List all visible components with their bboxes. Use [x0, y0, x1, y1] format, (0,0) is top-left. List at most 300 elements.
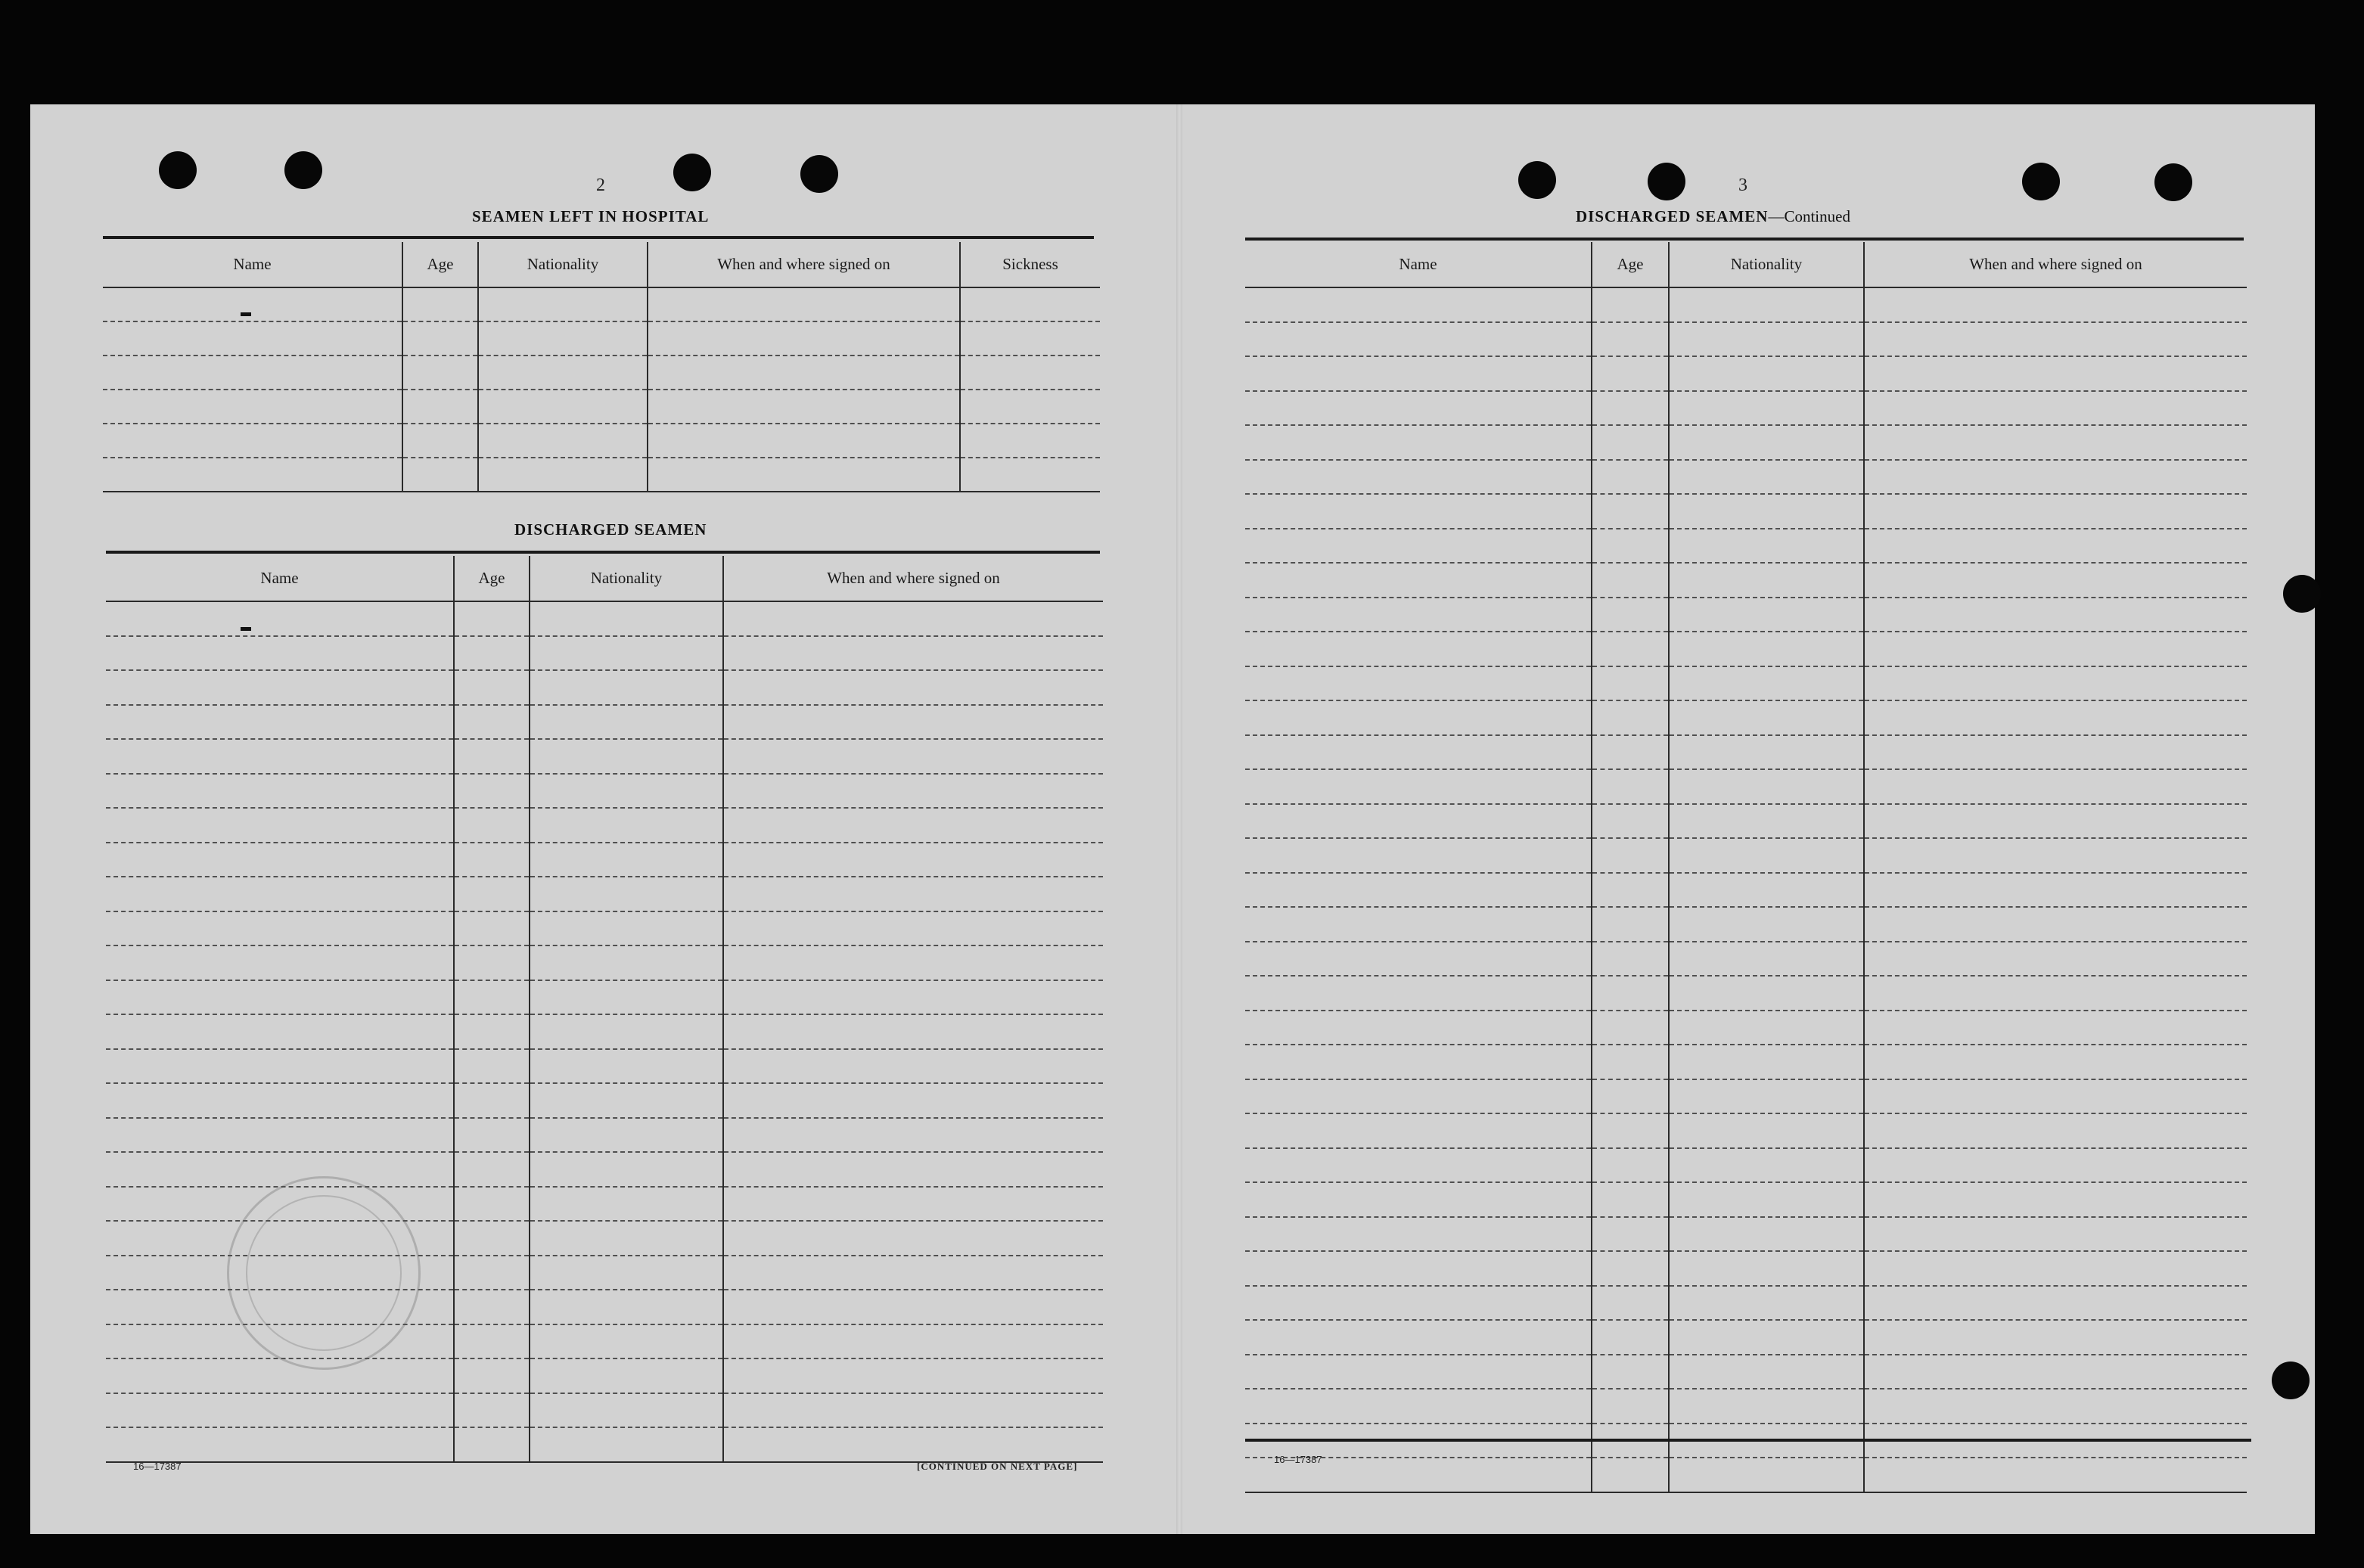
table-cell [478, 458, 648, 492]
table-cell [1245, 804, 1592, 839]
table-cell [454, 808, 530, 843]
form-number-right: 16—17387 [1274, 1454, 1322, 1465]
table-cell [1669, 1045, 1864, 1079]
table-row [1245, 1113, 2247, 1148]
table-cell [960, 287, 1100, 321]
punch-hole [2283, 575, 2321, 613]
table-cell [1669, 1286, 1864, 1321]
table-cell [723, 705, 1103, 740]
table-row [106, 877, 1103, 911]
table-row [106, 601, 1103, 636]
column-header: Nationality [530, 556, 723, 601]
table-cell [723, 877, 1103, 911]
table-cell [530, 1358, 723, 1393]
table-row [103, 458, 1100, 492]
table-row [106, 670, 1103, 705]
table-cell [454, 945, 530, 980]
table-row [106, 1393, 1103, 1428]
table-cell [1864, 666, 2247, 701]
table-cell [1245, 1011, 1592, 1045]
table-cell [106, 808, 454, 843]
table-cell [1864, 1286, 2247, 1321]
table-cell [1245, 287, 1592, 322]
table-row [1245, 1320, 2247, 1355]
table-cell [106, 945, 454, 980]
column-header: When and where signed on [723, 556, 1103, 601]
table-row [1245, 666, 2247, 701]
table-row [1245, 1251, 2247, 1286]
table-cell [1669, 804, 1864, 839]
table-cell [1245, 769, 1592, 804]
table-cell [1592, 598, 1669, 632]
table-cell [454, 1118, 530, 1153]
table-cell [723, 1187, 1103, 1222]
table-cell [1592, 1011, 1669, 1045]
table-cell [1245, 976, 1592, 1011]
table-row [106, 1049, 1103, 1084]
table-cell [478, 321, 648, 356]
table-cell [1592, 976, 1669, 1011]
section-rule [106, 551, 1100, 554]
table-cell [454, 1187, 530, 1222]
table-cell [648, 424, 960, 458]
table-cell [723, 1324, 1103, 1359]
table-cell [1669, 1217, 1864, 1252]
table-row [1245, 700, 2247, 735]
table-cell [1245, 563, 1592, 598]
table-cell [723, 945, 1103, 980]
table-cell [454, 1152, 530, 1187]
column-header: Name [1245, 242, 1592, 287]
column-header: Age [1592, 242, 1669, 287]
table-row [103, 287, 1100, 321]
section-rule [1245, 238, 2244, 241]
table-cell [1669, 873, 1864, 908]
table-cell [530, 1290, 723, 1324]
table-cell [1669, 838, 1864, 873]
table-cell [1245, 1045, 1592, 1079]
table-cell [1864, 529, 2247, 564]
table-cell [454, 843, 530, 877]
table-cell [1245, 838, 1592, 873]
discharged-table-left [106, 556, 1103, 1463]
table-cell [103, 356, 402, 390]
table-cell [1669, 494, 1864, 529]
table-cell [1669, 460, 1864, 495]
table-cell [530, 1152, 723, 1187]
punch-hole [1518, 161, 1556, 199]
table-cell [103, 390, 402, 424]
table-row [1245, 529, 2247, 564]
table-cell [1245, 1148, 1592, 1183]
table-cell [106, 1152, 454, 1187]
table-cell [1669, 1320, 1864, 1355]
table-row [103, 356, 1100, 390]
table-cell [530, 1221, 723, 1256]
table-cell [1592, 425, 1669, 460]
table-row [1245, 942, 2247, 977]
table-cell [454, 1324, 530, 1359]
table-cell [1864, 1011, 2247, 1045]
table-cell [1669, 598, 1864, 632]
table-cell [723, 1427, 1103, 1462]
table-cell [723, 636, 1103, 671]
table-cell [1864, 391, 2247, 426]
table-cell [530, 1049, 723, 1084]
table-cell [723, 911, 1103, 946]
table-cell [1864, 1217, 2247, 1252]
table-cell [1592, 287, 1669, 322]
table-cell [1864, 942, 2247, 977]
table-cell [1669, 1079, 1864, 1114]
table-cell [1864, 1320, 2247, 1355]
table-row [1245, 907, 2247, 942]
table-row [1245, 1355, 2247, 1389]
page-number-left: 2 [596, 175, 605, 195]
column-header: Nationality [1669, 242, 1864, 287]
table-cell [1669, 1148, 1864, 1183]
table-row [106, 1152, 1103, 1187]
table-cell [106, 1049, 454, 1084]
table-cell [1669, 976, 1864, 1011]
page-number-right: 3 [1738, 175, 1747, 195]
table-cell [1592, 666, 1669, 701]
column-header: Name [103, 242, 402, 287]
table-cell [106, 739, 454, 774]
table-row [103, 424, 1100, 458]
table-cell [1245, 460, 1592, 495]
table-cell [1245, 1286, 1592, 1321]
table-row [106, 980, 1103, 1015]
table-cell [454, 1393, 530, 1428]
pencil-mark [241, 312, 251, 316]
punch-hole [1648, 163, 1685, 200]
hospital-section-title: SEAMEN LEFT IN HOSPITAL [472, 207, 710, 225]
table-cell [1245, 873, 1592, 908]
table-row [106, 1187, 1103, 1222]
table-cell [478, 287, 648, 321]
table-cell [1669, 632, 1864, 666]
table-cell [723, 774, 1103, 809]
table-cell [1245, 700, 1592, 735]
table-cell [454, 1083, 530, 1118]
section-rule [103, 236, 1094, 239]
column-header: Sickness [960, 242, 1100, 287]
table-cell [1864, 1182, 2247, 1217]
table-row [1245, 735, 2247, 770]
table-row [1245, 769, 2247, 804]
table-cell [478, 390, 648, 424]
table-cell [1864, 494, 2247, 529]
table-cell [106, 1290, 454, 1324]
table-cell [1864, 563, 2247, 598]
table-cell [1669, 1011, 1864, 1045]
table-cell [1592, 563, 1669, 598]
table-cell [106, 636, 454, 671]
page-fold [1176, 104, 1182, 1534]
table-cell [648, 287, 960, 321]
table-row [106, 1118, 1103, 1153]
table-cell [1864, 1113, 2247, 1148]
table-row [1245, 1045, 2247, 1079]
table-row [1245, 356, 2247, 391]
table-cell [1592, 1045, 1669, 1079]
table-cell [103, 424, 402, 458]
table-cell [530, 1083, 723, 1118]
table-cell [454, 1014, 530, 1049]
table-row [106, 808, 1103, 843]
table-cell [960, 424, 1100, 458]
table-cell [1592, 322, 1669, 357]
table-cell [530, 636, 723, 671]
table-cell [723, 1118, 1103, 1153]
table-cell [1864, 735, 2247, 770]
table-cell [1245, 494, 1592, 529]
table-row [106, 705, 1103, 740]
table-row [1245, 322, 2247, 357]
table-row [1245, 1148, 2247, 1183]
table-cell [1864, 907, 2247, 942]
table-cell [960, 390, 1100, 424]
table-cell [530, 945, 723, 980]
table-cell [1864, 1355, 2247, 1389]
table-cell [1245, 529, 1592, 564]
table-cell [454, 1256, 530, 1290]
table-row [106, 1083, 1103, 1118]
table-cell [1669, 356, 1864, 391]
table-cell [648, 390, 960, 424]
table-row [1245, 1011, 2247, 1045]
table-row [1245, 460, 2247, 495]
punch-hole [284, 151, 322, 189]
table-cell [1864, 1389, 2247, 1424]
punch-hole [159, 151, 197, 189]
column-header: Name [106, 556, 454, 601]
table-cell [530, 1014, 723, 1049]
table-cell [1864, 769, 2247, 804]
table-cell [103, 287, 402, 321]
discharged-continued-title-text: DISCHARGED SEAMEN [1576, 207, 1769, 225]
table-cell [723, 1358, 1103, 1393]
table-cell [1245, 1079, 1592, 1114]
table-cell [723, 843, 1103, 877]
table-cell [723, 1083, 1103, 1118]
table-row [1245, 1182, 2247, 1217]
punch-hole [673, 154, 711, 191]
table-cell [723, 1256, 1103, 1290]
punch-hole [2022, 163, 2060, 200]
table-row [106, 1324, 1103, 1359]
table-cell [1669, 666, 1864, 701]
table-cell [1669, 1113, 1864, 1148]
table-cell [1864, 976, 2247, 1011]
table-cell [1864, 873, 2247, 908]
table-cell [1592, 1148, 1669, 1183]
table-cell [530, 670, 723, 705]
table-cell [1669, 563, 1864, 598]
table-cell [1669, 287, 1864, 322]
table-cell [106, 877, 454, 911]
title-suffix: —Continued [1768, 207, 1850, 225]
table-cell [1245, 1182, 1592, 1217]
table-cell [454, 911, 530, 946]
table-cell [106, 1221, 454, 1256]
discharged-table-right [1245, 242, 2247, 1493]
table-cell [1864, 632, 2247, 666]
table-cell [402, 458, 478, 492]
table-cell [1864, 460, 2247, 495]
table-row [106, 1358, 1103, 1393]
pencil-mark [241, 627, 251, 631]
table-cell [1669, 1389, 1864, 1424]
table-cell [960, 458, 1100, 492]
table-cell [1864, 425, 2247, 460]
table-cell [723, 1152, 1103, 1187]
table-cell [1592, 632, 1669, 666]
table-cell [1245, 1320, 1592, 1355]
table-cell [1592, 1458, 1669, 1492]
table-row [106, 843, 1103, 877]
table-cell [1592, 873, 1669, 908]
table-cell [1592, 356, 1669, 391]
table-cell [723, 1290, 1103, 1324]
table-cell [1669, 391, 1864, 426]
table-cell [1864, 598, 2247, 632]
table-cell [1864, 322, 2247, 357]
table-cell [530, 1256, 723, 1290]
table-cell [454, 636, 530, 671]
table-cell [1669, 322, 1864, 357]
table-row [1245, 494, 2247, 529]
table-cell [1864, 1458, 2247, 1492]
table-cell [1592, 1217, 1669, 1252]
table-cell [1669, 700, 1864, 735]
table-cell [1245, 735, 1592, 770]
continued-note: [CONTINUED ON NEXT PAGE] [917, 1461, 1078, 1472]
table-cell [1864, 1045, 2247, 1079]
table-cell [1592, 942, 1669, 977]
punch-hole [800, 155, 838, 193]
table-cell [454, 1049, 530, 1084]
table-cell [648, 356, 960, 390]
table-cell [1592, 735, 1669, 770]
table-cell [530, 1393, 723, 1428]
table-cell [723, 739, 1103, 774]
table-cell [960, 356, 1100, 390]
table-cell [648, 458, 960, 492]
table-cell [1592, 838, 1669, 873]
table-cell [106, 705, 454, 740]
table-row [1245, 1217, 2247, 1252]
table-row [103, 390, 1100, 424]
table-cell [1669, 769, 1864, 804]
column-header: Nationality [478, 242, 648, 287]
table-row [106, 1290, 1103, 1324]
table-cell [1864, 804, 2247, 839]
table-cell [1245, 942, 1592, 977]
table-cell [1592, 460, 1669, 495]
table-cell [723, 1049, 1103, 1084]
table-cell [106, 1427, 454, 1462]
table-row [106, 774, 1103, 809]
table-cell [106, 1358, 454, 1393]
table-cell [1864, 356, 2247, 391]
table-cell [723, 980, 1103, 1015]
hospital-table [103, 242, 1100, 492]
table-cell [1245, 666, 1592, 701]
table-cell [723, 808, 1103, 843]
table-cell [723, 1393, 1103, 1428]
table-cell [1592, 1182, 1669, 1217]
table-cell [106, 1083, 454, 1118]
discharged-continued-title [1576, 207, 1850, 226]
table-cell [1864, 838, 2247, 873]
table-cell [1245, 391, 1592, 426]
table-cell [530, 774, 723, 809]
table-cell [402, 356, 478, 390]
column-header: When and where signed on [648, 242, 960, 287]
table-cell [530, 739, 723, 774]
table-cell [530, 911, 723, 946]
table-row [106, 1221, 1103, 1256]
table-cell [530, 705, 723, 740]
table-cell [103, 321, 402, 356]
table-cell [1864, 287, 2247, 322]
table-row [1245, 804, 2247, 839]
table-cell [478, 356, 648, 390]
table-row [1245, 632, 2247, 666]
table-cell [454, 877, 530, 911]
table-cell [723, 601, 1103, 636]
table-cell [106, 911, 454, 946]
table-cell [1245, 907, 1592, 942]
table-cell [106, 601, 454, 636]
table-cell [1669, 1458, 1864, 1492]
table-cell [454, 601, 530, 636]
table-cell [106, 1256, 454, 1290]
table-cell [1592, 494, 1669, 529]
table-cell [1592, 700, 1669, 735]
table-cell [454, 1358, 530, 1393]
table-cell [1245, 322, 1592, 357]
table-cell [1864, 1251, 2247, 1286]
table-cell [1245, 425, 1592, 460]
table-row [106, 1014, 1103, 1049]
table-cell [1592, 529, 1669, 564]
discharged-section-title: DISCHARGED SEAMEN [514, 520, 707, 539]
table-cell [1245, 1251, 1592, 1286]
table-cell [106, 1014, 454, 1049]
table-cell [1669, 735, 1864, 770]
table-cell [402, 287, 478, 321]
table-cell [530, 877, 723, 911]
table-cell [1669, 1182, 1864, 1217]
table-cell [1864, 1079, 2247, 1114]
table-cell [454, 1427, 530, 1462]
table-cell [960, 321, 1100, 356]
table-cell [1245, 1355, 1592, 1389]
table-cell [103, 458, 402, 492]
table-row [106, 911, 1103, 946]
table-cell [454, 774, 530, 809]
table-cell [1245, 356, 1592, 391]
table-cell [530, 601, 723, 636]
table-row [1245, 873, 2247, 908]
table-cell [1245, 598, 1592, 632]
form-number-left: 16—17387 [133, 1461, 182, 1472]
table-cell [1245, 632, 1592, 666]
table-cell [106, 1393, 454, 1428]
